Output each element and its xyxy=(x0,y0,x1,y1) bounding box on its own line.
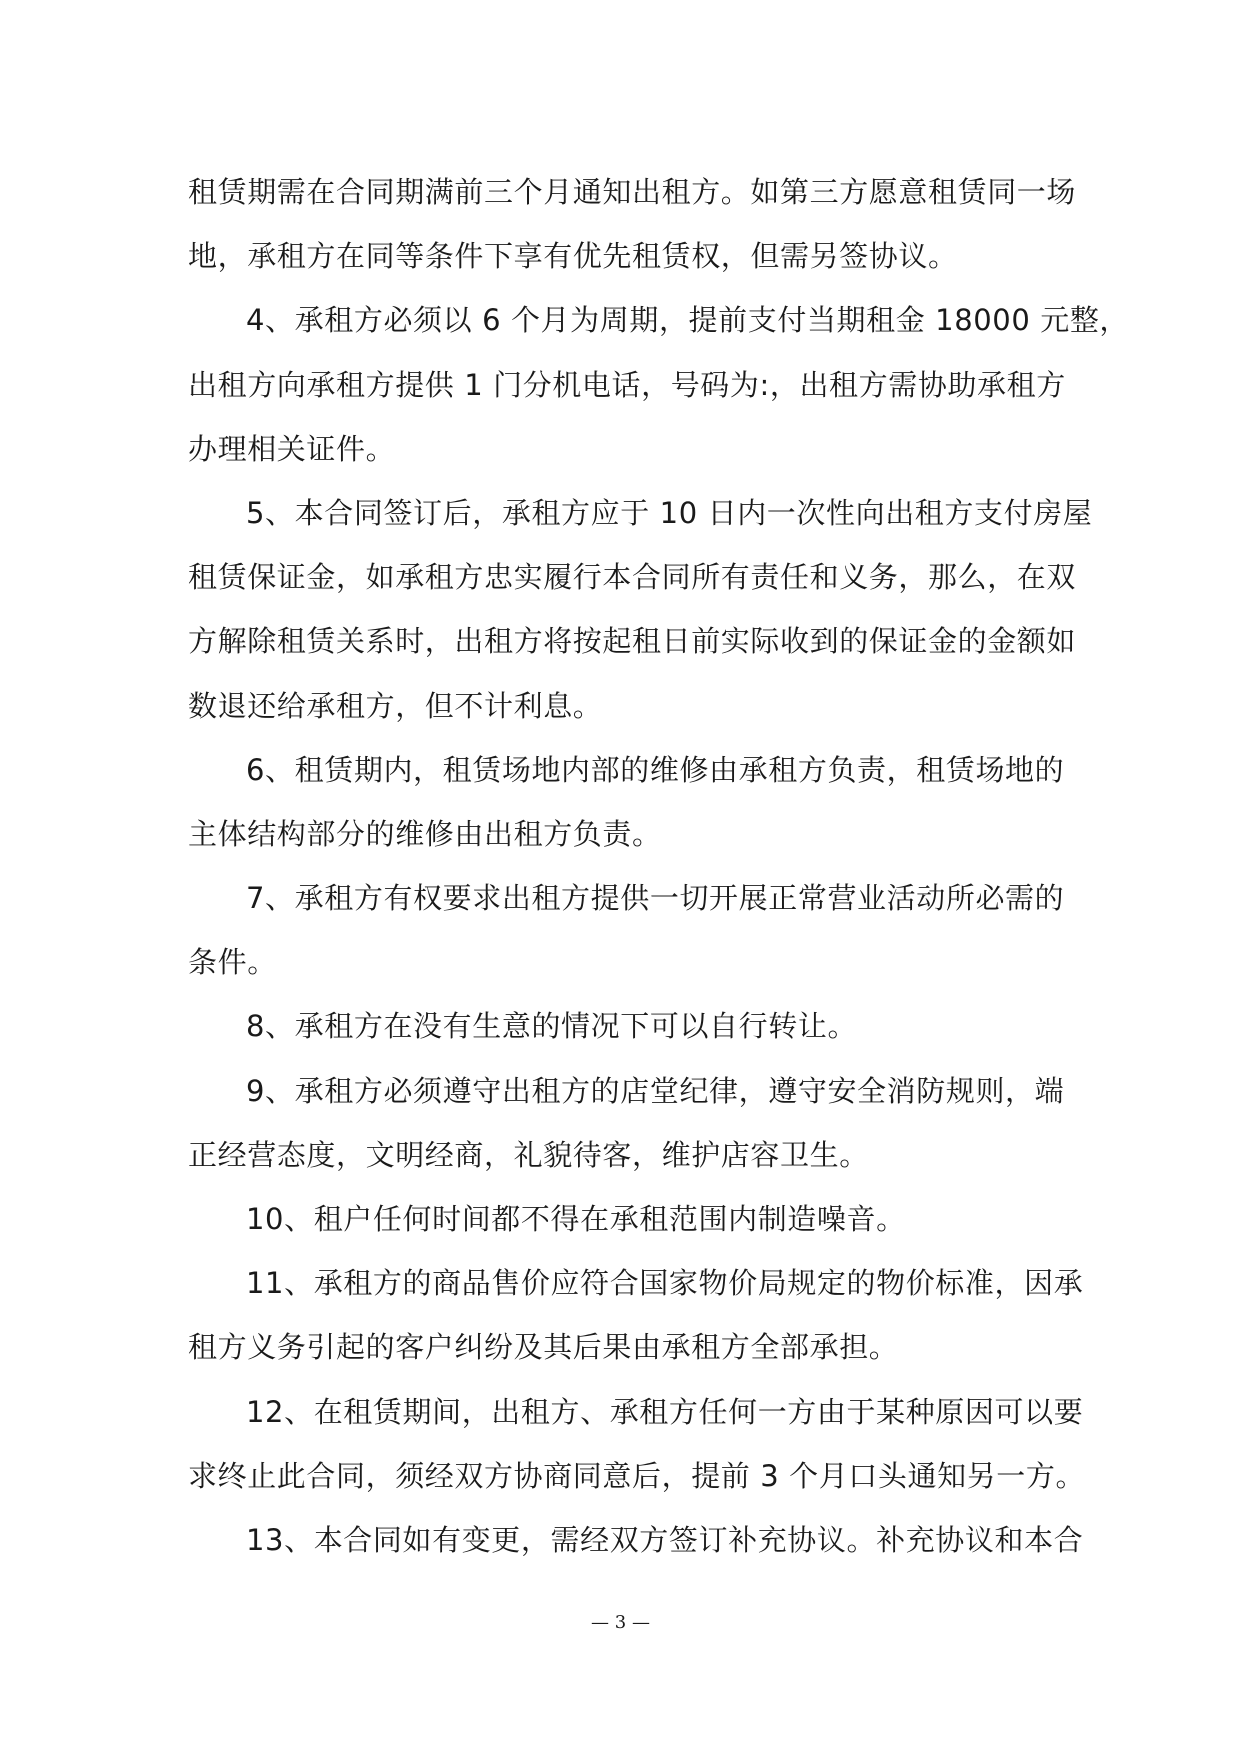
clause-4-line-2: 出租方向承租方提供 1 门分机电话，号码为:，出租方需协助承租方 xyxy=(188,367,1066,402)
clause-7-line-2: 条件。 xyxy=(188,945,277,980)
clause-4-line-1: 4、承租方必须以 6 个月为周期，提前支付当期租金 18000 元整， xyxy=(246,303,1130,338)
clause-9-line-2: 正经营态度，文明经商，礼貌待客，维护店容卫生。 xyxy=(188,1137,869,1172)
text-line-1: 租赁期需在合同期满前三个月通知出租方。如第三方愿意租赁同一场 xyxy=(188,175,1077,209)
clause-4-line-3: 办理相关证件。 xyxy=(188,431,396,466)
page-number: — 3 — xyxy=(591,1612,650,1633)
clause-10-line-1: 10、租户任何时间都不得在承租范围内制造噪音。 xyxy=(246,1202,906,1236)
clause-11-line-1: 11、承租方的商品售价应符合国家物价局规定的物价标准，因承 xyxy=(246,1266,1084,1301)
clause-6-line-2: 主体结构部分的维修由出租方负责。 xyxy=(188,816,662,851)
clause-5-line-2: 租赁保证金，如承租方忠实履行本合同所有责任和义务，那么，在双 xyxy=(188,560,1077,595)
clause-12-line-1: 12、在租赁期间，出租方、承租方任何一方由于某种原因可以要 xyxy=(246,1394,1084,1429)
text-line-2: 地，承租方在同等条件下享有优先租赁权，但需另签协议。 xyxy=(188,239,958,274)
clause-5-line-3: 方解除租赁关系时，出租方将按起租日前实际收到的保证金的金额如 xyxy=(188,624,1077,659)
clause-5-line-4: 数退还给承租方，但不计利息。 xyxy=(188,688,603,723)
clause-13-line-1: 13、本合同如有变更，需经双方签订补充协议。补充协议和本合 xyxy=(246,1522,1084,1557)
clause-7-line-1: 7、承租方有权要求出租方提供一切开展正常营业活动所必需的 xyxy=(246,881,1065,916)
clause-9-line-1: 9、承租方必须遵守出租方的店堂纪律，遵守安全消防规则，端 xyxy=(246,1073,1065,1108)
clause-11-line-2: 租方义务引起的客户纠纷及其后果由承租方全部承担。 xyxy=(188,1330,899,1365)
clause-5-line-1: 5、本合同签订后，承租方应于 10 日内一次性向出租方支付房屋 xyxy=(246,495,1093,530)
clause-12-line-2: 求终止此合同，须经双方协商同意后，提前 3 个月口头通知另一方。 xyxy=(188,1458,1086,1493)
clause-6-line-1: 6、租赁期内，租赁场地内部的维修由承租方负责，租赁场地的 xyxy=(246,752,1065,787)
clause-8-line-1: 8、承租方在没有生意的情况下可以自行转让。 xyxy=(246,1009,858,1044)
document-body xyxy=(188,160,1130,1572)
